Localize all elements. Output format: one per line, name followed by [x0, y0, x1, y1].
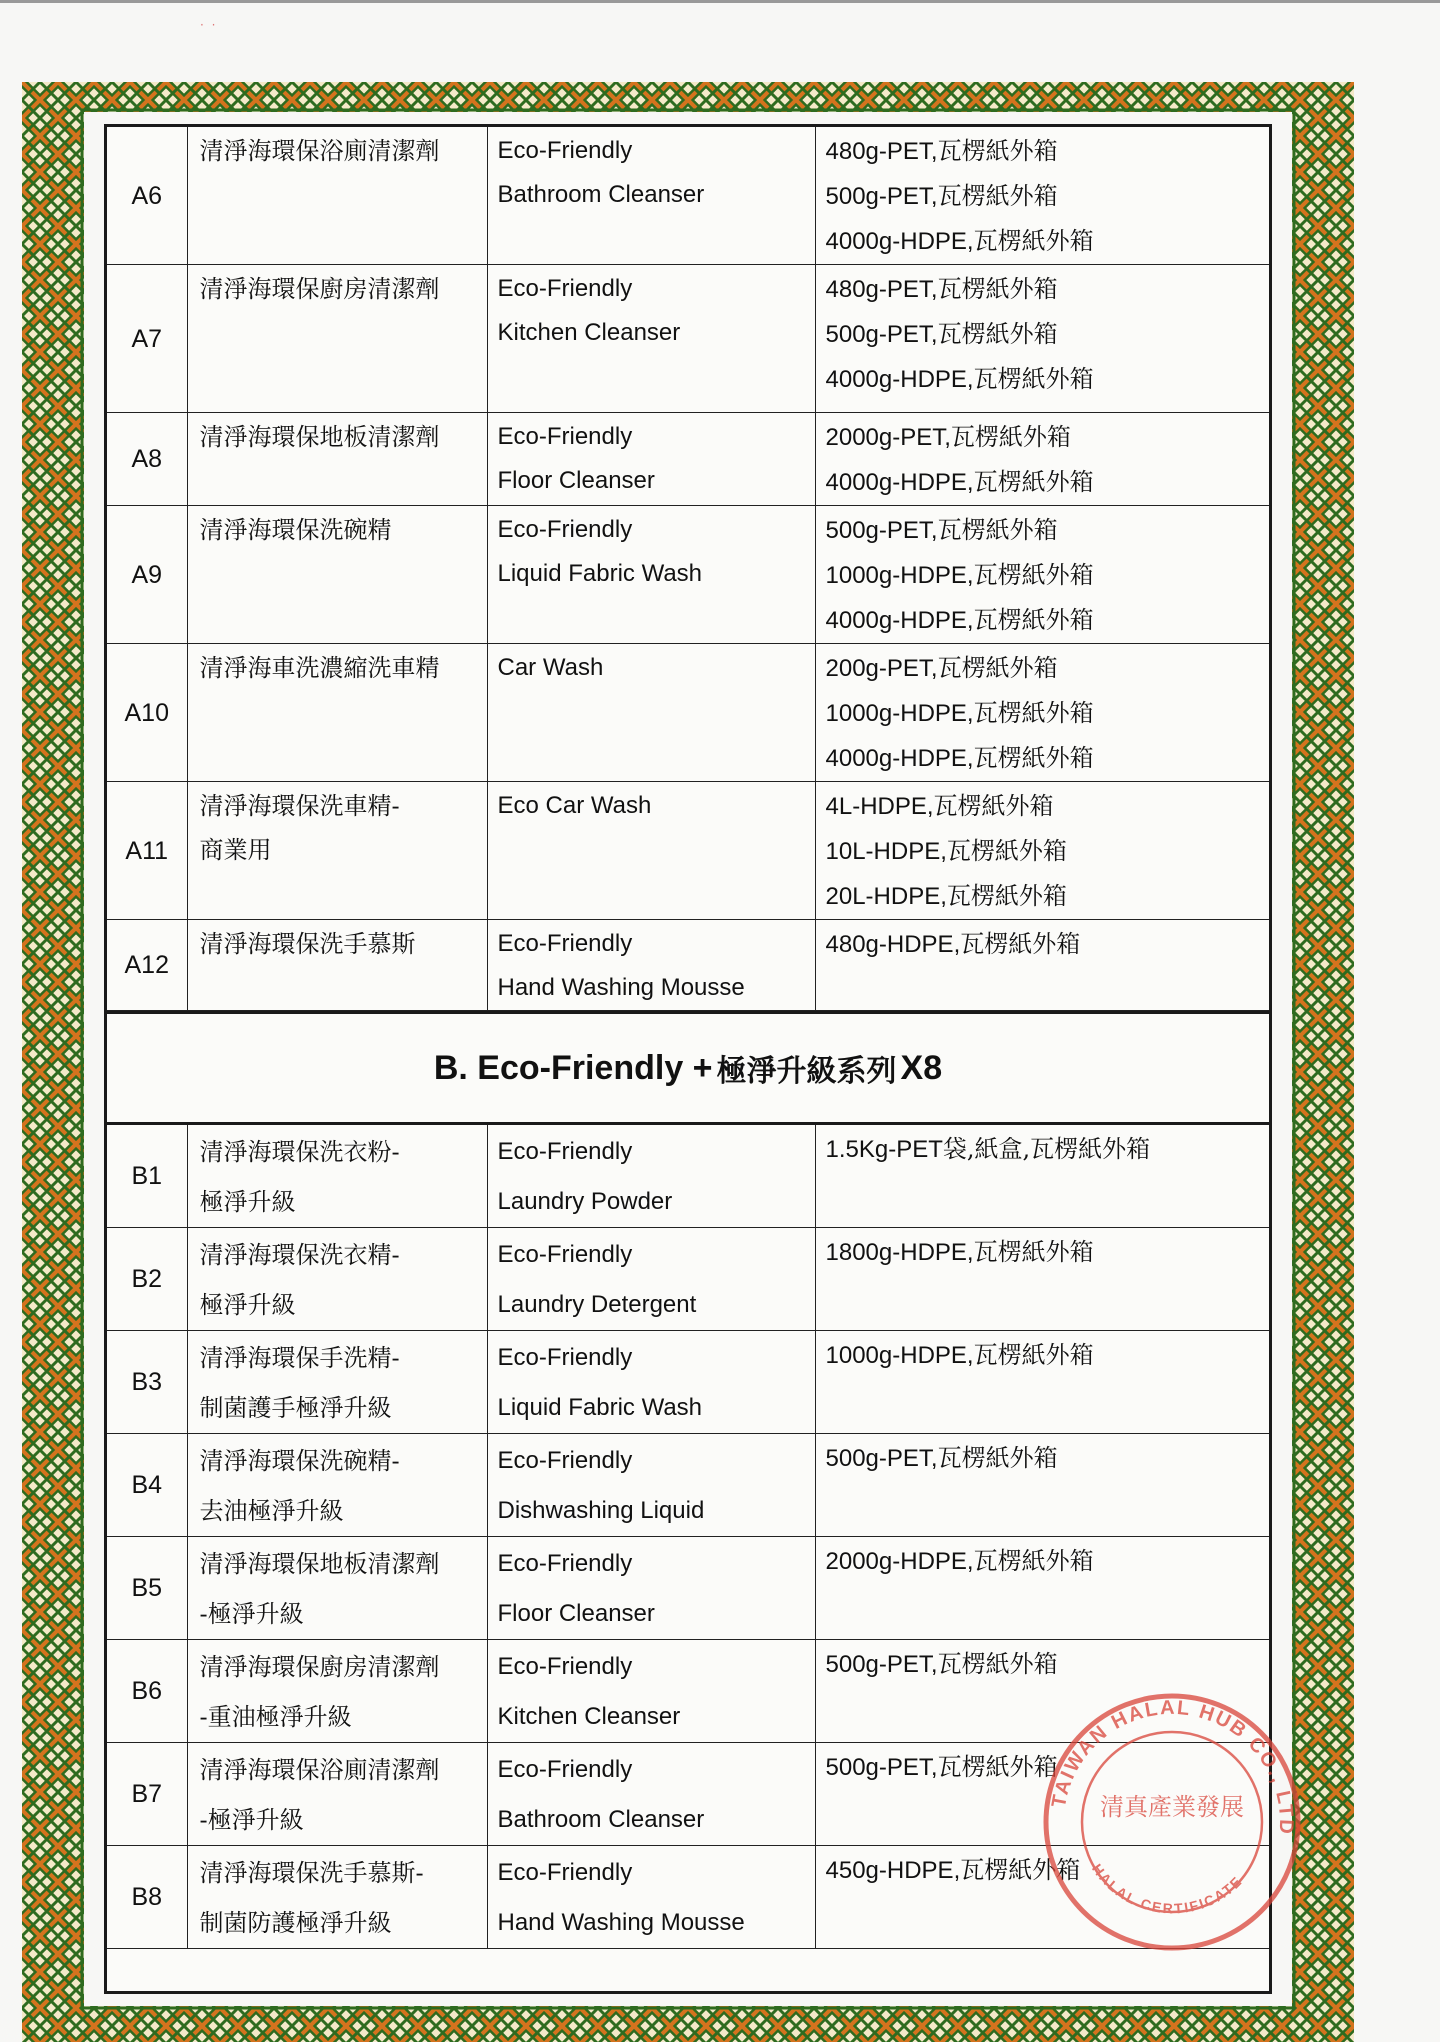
table-row	[107, 1125, 1269, 1228]
item-code: A11	[107, 782, 187, 920]
item-name-en: Eco-Friendly Hand Washing Mousse	[487, 1846, 815, 1949]
section-b-title-cn: 極淨升級系列	[716, 1054, 897, 1089]
header-mark: · ·	[200, 18, 218, 32]
table-row	[107, 1331, 1269, 1434]
item-packaging: 450g-HDPE,瓦楞紙外箱	[815, 1846, 1269, 1949]
item-name-en: Eco-Friendly Laundry Detergent	[487, 1228, 815, 1331]
item-name-en: Eco Car Wash	[487, 782, 815, 920]
item-code: B8	[107, 1846, 187, 1949]
scan-top-edge	[0, 0, 1440, 3]
item-packaging: 200g-PET,瓦楞紙外箱 1000g-HDPE,瓦楞紙外箱 4000g-HDPE,瓦楞紙外箱	[815, 644, 1269, 782]
item-name-zh: 清淨海環保洗手慕斯	[187, 920, 487, 1011]
item-name-zh: 清淨海環保廚房清潔劑 -重油極淨升級	[187, 1640, 487, 1743]
item-name-zh: 清淨海環保地板清潔劑 -極淨升級	[187, 1537, 487, 1640]
item-packaging: 1.5Kg-PET袋,紙盒,瓦楞紙外箱	[815, 1125, 1269, 1228]
table-row	[107, 782, 1269, 920]
item-packaging: 2000g-HDPE,瓦楞紙外箱	[815, 1537, 1269, 1640]
item-packaging: 1000g-HDPE,瓦楞紙外箱	[815, 1331, 1269, 1434]
item-name-en: Eco-Friendly Hand Washing Mousse	[487, 920, 815, 1011]
section-a-table	[107, 127, 1269, 1011]
item-code: A8	[107, 413, 187, 506]
item-name-en: Eco-Friendly Kitchen Cleanser	[487, 265, 815, 413]
item-code: A12	[107, 920, 187, 1011]
item-code: B6	[107, 1640, 187, 1743]
table-row	[107, 644, 1269, 782]
item-code: A6	[107, 127, 187, 265]
table-row	[107, 265, 1269, 413]
item-name-zh: 清淨海環保洗手慕斯- 制菌防護極淨升級	[187, 1846, 487, 1949]
certificate-frame	[22, 82, 1354, 2042]
item-code: B2	[107, 1228, 187, 1331]
section-b-title-pre: B. Eco-Friendly +	[433, 1048, 713, 1087]
table-row	[107, 1743, 1269, 1846]
item-packaging: 4L-HDPE,瓦楞紙外箱 10L-HDPE,瓦楞紙外箱 20L-HDPE,瓦楞紙外箱	[815, 782, 1269, 920]
item-code: B3	[107, 1331, 187, 1434]
table-row	[107, 127, 1269, 265]
item-code: B4	[107, 1434, 187, 1537]
item-code: A10	[107, 644, 187, 782]
stamp-bottom-text: HALAL CERTIFICATE	[1088, 1860, 1246, 1917]
section-b-table	[107, 1125, 1269, 1949]
item-packaging: 500g-PET,瓦楞紙外箱	[815, 1743, 1269, 1846]
section-b-heading	[107, 1011, 1269, 1125]
item-name-zh: 清淨海環保洗碗精- 去油極淨升級	[187, 1434, 487, 1537]
item-name-en: Eco-Friendly Floor Cleanser	[487, 413, 815, 506]
item-name-zh: 清淨海環保廚房清潔劑	[187, 265, 487, 413]
item-packaging: 480g-PET,瓦楞紙外箱 500g-PET,瓦楞紙外箱 4000g-HDPE,瓦楞紙外箱	[815, 127, 1269, 265]
item-name-en: Car Wash	[487, 644, 815, 782]
item-name-zh: 清淨海環保浴廁清潔劑 -極淨升級	[187, 1743, 487, 1846]
table-row	[107, 413, 1269, 506]
item-name-zh: 清淨海環保手洗精- 制菌護手極淨升級	[187, 1331, 487, 1434]
item-packaging: 500g-PET,瓦楞紙外箱	[815, 1434, 1269, 1537]
table-row	[107, 1228, 1269, 1331]
item-code: A7	[107, 265, 187, 413]
item-packaging: 480g-HDPE,瓦楞紙外箱	[815, 920, 1269, 1011]
table-row	[107, 1537, 1269, 1640]
item-name-zh: 清淨海環保洗車精- 商業用	[187, 782, 487, 920]
table-row	[107, 1640, 1269, 1743]
section-b-title-post: X8	[900, 1048, 943, 1087]
item-packaging: 500g-PET,瓦楞紙外箱 1000g-HDPE,瓦楞紙外箱 4000g-HDPE,瓦楞紙外箱	[815, 506, 1269, 644]
item-name-en: Eco-Friendly Dishwashing Liquid	[487, 1434, 815, 1537]
item-name-en: Eco-Friendly Floor Cleanser	[487, 1537, 815, 1640]
table-row	[107, 506, 1269, 644]
item-name-en: Eco-Friendly Liquid Fabric Wash	[487, 1331, 815, 1434]
item-packaging: 500g-PET,瓦楞紙外箱	[815, 1640, 1269, 1743]
item-packaging: 1800g-HDPE,瓦楞紙外箱	[815, 1228, 1269, 1331]
item-name-zh: 清淨海環保浴廁清潔劑	[187, 127, 487, 265]
item-code: B5	[107, 1537, 187, 1640]
stamp-outer-text: TAIWAN HALAL HUB CO., LTD	[1047, 1696, 1298, 1837]
item-code: B1	[107, 1125, 187, 1228]
item-name-zh: 清淨海環保洗衣粉- 極淨升級	[187, 1125, 487, 1228]
table-row	[107, 1434, 1269, 1537]
item-name-en: Eco-Friendly Bathroom Cleanser	[487, 127, 815, 265]
table-row	[107, 920, 1269, 1011]
item-name-zh: 清淨海車洗濃縮洗車精	[187, 644, 487, 782]
item-name-zh: 清淨海環保洗碗精	[187, 506, 487, 644]
item-name-en: Eco-Friendly Liquid Fabric Wash	[487, 506, 815, 644]
item-packaging: 480g-PET,瓦楞紙外箱 500g-PET,瓦楞紙外箱 4000g-HDPE,瓦楞紙外箱	[815, 265, 1269, 413]
item-name-zh: 清淨海環保地板清潔劑	[187, 413, 487, 506]
item-name-en: Eco-Friendly Bathroom Cleanser	[487, 1743, 815, 1846]
item-packaging: 2000g-PET,瓦楞紙外箱 4000g-HDPE,瓦楞紙外箱	[815, 413, 1269, 506]
table-row	[107, 1846, 1269, 1949]
item-code: B7	[107, 1743, 187, 1846]
item-name-zh: 清淨海環保洗衣精- 極淨升級	[187, 1228, 487, 1331]
item-name-en: Eco-Friendly Laundry Powder	[487, 1125, 815, 1228]
product-table-sheet	[104, 124, 1272, 1994]
item-name-en: Eco-Friendly Kitchen Cleanser	[487, 1640, 815, 1743]
stamp-inner-text: 清真產業發展	[1100, 1793, 1244, 1821]
item-code: A9	[107, 506, 187, 644]
